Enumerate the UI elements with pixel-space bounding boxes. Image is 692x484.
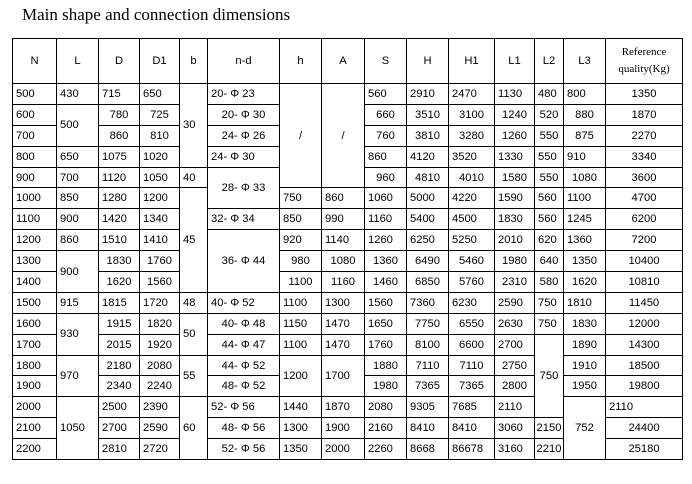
cell-l1: 3160 <box>495 439 535 460</box>
cell-l1: 1240 <box>495 104 535 125</box>
col-header-d1: D1 <box>140 39 180 84</box>
cell-s: 1460 <box>365 272 407 293</box>
cell-l1: 1130 <box>495 84 535 105</box>
cell-d: 1510 <box>99 230 140 251</box>
cell-d1: 1760 <box>140 251 180 272</box>
cell-d1: 1340 <box>140 209 180 230</box>
cell-h: / <box>280 84 322 188</box>
cell-l: 930 <box>57 313 99 355</box>
cell-d1: 1020 <box>140 146 180 167</box>
cell-h1: 8410 <box>449 418 495 439</box>
cell-l3: 1950 <box>564 376 606 397</box>
cell-h-total: 7110 <box>407 355 449 376</box>
cell-l2: 750 <box>535 292 564 313</box>
cell-h: 1440 <box>280 397 322 418</box>
cell-s: 760 <box>365 125 407 146</box>
table-row <box>13 230 683 251</box>
cell-d: 2500 <box>99 397 140 418</box>
cell-n-d: 20- Φ 30 <box>208 104 280 125</box>
cell-n: 1900 <box>13 376 57 397</box>
cell-l3: 1810 <box>564 292 606 313</box>
cell-l3: 1080 <box>564 167 606 188</box>
cell-n: 1800 <box>13 355 57 376</box>
cell-h-total: 4810 <box>407 167 449 188</box>
cell-a: 1870 <box>322 397 365 418</box>
cell-s: 1980 <box>365 376 407 397</box>
cell-l2: 640 <box>535 251 564 272</box>
cell-s: 860 <box>365 146 407 167</box>
table-row <box>13 188 683 209</box>
cell-d1: 1920 <box>140 334 180 355</box>
cell-s: 1160 <box>365 209 407 230</box>
cell-l2: 550 <box>535 167 564 188</box>
cell-n-d: 28- Φ 33 <box>208 167 280 209</box>
col-header-b: b <box>180 39 208 84</box>
cell-d1: 2240 <box>140 376 180 397</box>
cell-l: 860 <box>57 230 99 251</box>
cell-l1: 2700 <box>495 334 535 355</box>
cell-l3: 1890 <box>564 334 606 355</box>
col-header-l2: L2 <box>535 39 564 84</box>
ref-header-line1: Reference <box>621 46 667 58</box>
cell-quality: 2270 <box>606 125 683 146</box>
cell-n: 1400 <box>13 272 57 293</box>
cell-s: 1260 <box>365 230 407 251</box>
cell-n: 1700 <box>13 334 57 355</box>
cell-d: 780 <box>99 104 140 125</box>
cell-n: 1300 <box>13 251 57 272</box>
cell-h1: 2470 <box>449 84 495 105</box>
cell-a: 860 <box>322 188 365 209</box>
cell-l3: 1620 <box>564 272 606 293</box>
cell-n-d: 48- Φ 56 <box>208 418 280 439</box>
cell-l: 700 <box>57 167 99 188</box>
cell-d: 1915 <box>99 313 140 334</box>
cell-h-total: 2910 <box>407 84 449 105</box>
cell-d: 1120 <box>99 167 140 188</box>
cell-l1: 1590 <box>495 188 535 209</box>
cell-h-total: 8668 <box>407 439 449 460</box>
cell-n-d: 20- Φ 23 <box>208 84 280 105</box>
cell-d1: 1050 <box>140 167 180 188</box>
cell-l: 1050 <box>57 397 99 460</box>
col-header-s: S <box>365 39 407 84</box>
col-header-n-d: n-d <box>208 39 280 84</box>
cell-d1: 1410 <box>140 230 180 251</box>
cell-h-total: 7750 <box>407 313 449 334</box>
cell-d1: 650 <box>140 84 180 105</box>
cell-l3: 2110 <box>606 397 683 418</box>
table-row <box>13 251 683 272</box>
cell-l1: 3060 <box>495 418 535 439</box>
cell-s: 2080 <box>365 397 407 418</box>
cell-s: 1560 <box>365 292 407 313</box>
cell-n-d: 24- Φ 30 <box>208 146 280 167</box>
cell-h-total: 4120 <box>407 146 449 167</box>
cell-l3: 1245 <box>564 209 606 230</box>
cell-l: 915 <box>57 292 99 313</box>
cell-l: 900 <box>57 251 99 293</box>
cell-a: 1140 <box>322 230 365 251</box>
cell-s: 1060 <box>365 188 407 209</box>
cell-h: 920 <box>280 230 322 251</box>
cell-d1: 1200 <box>140 188 180 209</box>
cell-h1: 6550 <box>449 313 495 334</box>
cell-h: 1100 <box>280 334 322 355</box>
cell-d: 1620 <box>99 272 140 293</box>
cell-l2: 620 <box>535 230 564 251</box>
cell-l3: 875 <box>564 125 606 146</box>
cell-b: 60 <box>180 397 208 460</box>
cell-quality: 3600 <box>606 167 683 188</box>
cell-b: 48 <box>180 292 208 313</box>
cell-b: 50 <box>180 313 208 355</box>
cell-d: 1815 <box>99 292 140 313</box>
cell-quality: 14300 <box>606 334 683 355</box>
cell-l2: 752 <box>564 397 606 460</box>
page-title: Main shape and connection dimensions <box>22 5 291 24</box>
cell-l1: 2800 <box>495 376 535 397</box>
cell-l1: 2310 <box>495 272 535 293</box>
cell-l: 650 <box>57 146 99 167</box>
cell-h1: 3280 <box>449 125 495 146</box>
cell-quality: 7200 <box>606 230 683 251</box>
cell-d1: 2080 <box>140 355 180 376</box>
cell-h: 1100 <box>280 292 322 313</box>
cell-d: 2015 <box>99 334 140 355</box>
cell-a: 2000 <box>322 439 365 460</box>
cell-h1: 5760 <box>449 272 495 293</box>
cell-n: 900 <box>13 167 57 188</box>
cell-d: 2810 <box>99 439 140 460</box>
cell-h-total: 8410 <box>407 418 449 439</box>
cell-s: 960 <box>365 167 407 188</box>
cell-h-total: 5400 <box>407 209 449 230</box>
cell-s: 1760 <box>365 334 407 355</box>
cell-l2: 560 <box>535 188 564 209</box>
table-row <box>13 355 683 376</box>
cell-h-total: 3810 <box>407 125 449 146</box>
cell-b: 40 <box>180 167 208 188</box>
cell-h1: 7685 <box>449 397 495 418</box>
cell-n-d: 40- Φ 48 <box>208 313 280 334</box>
table-row <box>13 209 683 230</box>
cell-n-d: 24- Φ 26 <box>208 125 280 146</box>
cell-n-d: 36- Φ 44 <box>208 230 280 293</box>
col-header-h1: H1 <box>449 39 495 84</box>
table-row <box>13 313 683 334</box>
cell-l1: 1330 <box>495 146 535 167</box>
col-header-n: N <box>13 39 57 84</box>
cell-h1: 4220 <box>449 188 495 209</box>
cell-n-d: 52- Φ 56 <box>208 439 280 460</box>
ref-header-line2: quality(Kg) <box>618 63 670 75</box>
cell-h-total: 7365 <box>407 376 449 397</box>
cell-d: 2180 <box>99 355 140 376</box>
cell-h: 1150 <box>280 313 322 334</box>
cell-n: 1600 <box>13 313 57 334</box>
cell-h: 1200 <box>280 355 322 397</box>
cell-s: 660 <box>365 104 407 125</box>
cell-n: 2100 <box>13 418 57 439</box>
cell-h-total: 9305 <box>407 397 449 418</box>
cell-b: 55 <box>180 355 208 397</box>
cell-h: 1350 <box>280 439 322 460</box>
cell-l1: 1580 <box>495 167 535 188</box>
cell-n-d: 40- Φ 52 <box>208 292 280 313</box>
cell-quality: 1870 <box>606 104 683 125</box>
cell-h: 1100 <box>280 272 322 293</box>
col-header-l: L <box>57 39 99 84</box>
cell-quality: 4700 <box>606 188 683 209</box>
cell-l2: 580 <box>535 272 564 293</box>
cell-n: 1500 <box>13 292 57 313</box>
cell-l: 500 <box>57 104 99 146</box>
cell-l2: 560 <box>535 209 564 230</box>
cell-n: 1100 <box>13 209 57 230</box>
cell-l1: 2750 <box>495 355 535 376</box>
cell-d: 1075 <box>99 146 140 167</box>
cell-h-total: 6250 <box>407 230 449 251</box>
cell-h-total: 6850 <box>407 272 449 293</box>
cell-d1: 1720 <box>140 292 180 313</box>
cell-d: 1830 <box>99 251 140 272</box>
cell-b: 30 <box>180 84 208 168</box>
cell-quality: 24400 <box>606 418 683 439</box>
cell-l3: 910 <box>564 146 606 167</box>
cell-h1: 7365 <box>449 376 495 397</box>
cell-l1: 1980 <box>495 251 535 272</box>
table-row <box>13 397 683 418</box>
cell-d1: 2590 <box>140 418 180 439</box>
cell-quality: 1350 <box>606 84 683 105</box>
cell-l3: 1360 <box>564 230 606 251</box>
cell-h1: 6600 <box>449 334 495 355</box>
cell-quality: 18500 <box>606 355 683 376</box>
cell-h: 850 <box>280 209 322 230</box>
cell-n: 800 <box>13 146 57 167</box>
header-row <box>13 39 683 84</box>
cell-quality: 11450 <box>606 292 683 313</box>
col-header-h: h <box>280 39 322 84</box>
cell-h1: 3520 <box>449 146 495 167</box>
cell-l2: 550 <box>535 146 564 167</box>
cell-l2: 750 <box>535 334 564 418</box>
table-row <box>13 292 683 313</box>
cell-b: 45 <box>180 188 208 292</box>
cell-n: 1200 <box>13 230 57 251</box>
cell-h1: 4500 <box>449 209 495 230</box>
cell-l: 900 <box>57 209 99 230</box>
cell-d1: 1820 <box>140 313 180 334</box>
cell-l3: 2150 <box>535 418 564 439</box>
cell-l1: 1260 <box>495 125 535 146</box>
cell-a: 1470 <box>322 334 365 355</box>
cell-h1: 4010 <box>449 167 495 188</box>
cell-l3: 800 <box>564 84 606 105</box>
cell-l2: 520 <box>535 104 564 125</box>
cell-h: 980 <box>280 251 322 272</box>
cell-l3: 1350 <box>564 251 606 272</box>
cell-h1: 7110 <box>449 355 495 376</box>
table-row <box>13 272 683 293</box>
table-row <box>13 334 683 355</box>
cell-l: 850 <box>57 188 99 209</box>
cell-a: 1300 <box>322 292 365 313</box>
cell-h: 1300 <box>280 418 322 439</box>
cell-l3: 1910 <box>564 355 606 376</box>
col-header-reference-quality <box>606 39 683 84</box>
cell-n-d: 44- Φ 52 <box>208 355 280 376</box>
col-header-l1: L1 <box>495 39 535 84</box>
cell-quality: 25180 <box>606 439 683 460</box>
cell-h1: 5460 <box>449 251 495 272</box>
cell-n: 1000 <box>13 188 57 209</box>
cell-d1: 1560 <box>140 272 180 293</box>
cell-l1: 1830 <box>495 209 535 230</box>
cell-d1: 2720 <box>140 439 180 460</box>
cell-a: 1080 <box>322 251 365 272</box>
cell-d1: 810 <box>140 125 180 146</box>
cell-a: 1470 <box>322 313 365 334</box>
cell-l2: 550 <box>535 125 564 146</box>
col-header-a: A <box>322 39 365 84</box>
cell-d: 1420 <box>99 209 140 230</box>
cell-quality: 12000 <box>606 313 683 334</box>
cell-l3: 1830 <box>564 313 606 334</box>
cell-s: 2260 <box>365 439 407 460</box>
cell-s: 1650 <box>365 313 407 334</box>
cell-l: 430 <box>57 84 99 105</box>
cell-n-d: 48- Φ 52 <box>208 376 280 397</box>
cell-h-total: 5000 <box>407 188 449 209</box>
cell-d: 715 <box>99 84 140 105</box>
cell-n: 600 <box>13 104 57 125</box>
cell-h: 750 <box>280 188 322 209</box>
cell-s: 560 <box>365 84 407 105</box>
cell-d: 2340 <box>99 376 140 397</box>
cell-h1: 3100 <box>449 104 495 125</box>
cell-a: / <box>322 84 365 188</box>
cell-s: 2160 <box>365 418 407 439</box>
cell-a: 990 <box>322 209 365 230</box>
cell-n: 500 <box>13 84 57 105</box>
cell-h-total: 3510 <box>407 104 449 125</box>
cell-h1: 6230 <box>449 292 495 313</box>
cell-h1: 86678 <box>449 439 495 460</box>
cell-d1: 725 <box>140 104 180 125</box>
cell-l2: 750 <box>535 313 564 334</box>
cell-quality: 6200 <box>606 209 683 230</box>
cell-quality: 10400 <box>606 251 683 272</box>
cell-l: 970 <box>57 355 99 397</box>
cell-quality: 10810 <box>606 272 683 293</box>
cell-l2: 480 <box>535 84 564 105</box>
cell-s: 1360 <box>365 251 407 272</box>
cell-s: 1880 <box>365 355 407 376</box>
cell-h-total: 8100 <box>407 334 449 355</box>
cell-n: 2000 <box>13 397 57 418</box>
cell-a: 1160 <box>322 272 365 293</box>
cell-n-d: 32- Φ 34 <box>208 209 280 230</box>
table-row <box>13 84 683 105</box>
cell-a: 1700 <box>322 355 365 397</box>
cell-l3: 1100 <box>564 188 606 209</box>
cell-quality: 19800 <box>606 376 683 397</box>
cell-n: 2200 <box>13 439 57 460</box>
cell-n-d: 44- Φ 47 <box>208 334 280 355</box>
cell-h-total: 7360 <box>407 292 449 313</box>
cell-d: 860 <box>99 125 140 146</box>
cell-h-total: 6490 <box>407 251 449 272</box>
cell-n: 700 <box>13 125 57 146</box>
cell-d: 1280 <box>99 188 140 209</box>
cell-l1: 2630 <box>495 313 535 334</box>
cell-l1: 2010 <box>495 230 535 251</box>
cell-n-d: 52- Φ 56 <box>208 397 280 418</box>
cell-a: 1900 <box>322 418 365 439</box>
cell-l1: 2110 <box>495 397 535 418</box>
cell-l3: 2210 <box>535 439 564 460</box>
cell-quality: 3340 <box>606 146 683 167</box>
cell-d: 2700 <box>99 418 140 439</box>
cell-l3: 880 <box>564 104 606 125</box>
cell-d1: 2390 <box>140 397 180 418</box>
col-header-l3: L3 <box>564 39 606 84</box>
col-header-d: D <box>99 39 140 84</box>
col-header-h-total: H <box>407 39 449 84</box>
cell-l1: 2590 <box>495 292 535 313</box>
cell-h1: 5250 <box>449 230 495 251</box>
dimensions-table <box>12 38 683 460</box>
